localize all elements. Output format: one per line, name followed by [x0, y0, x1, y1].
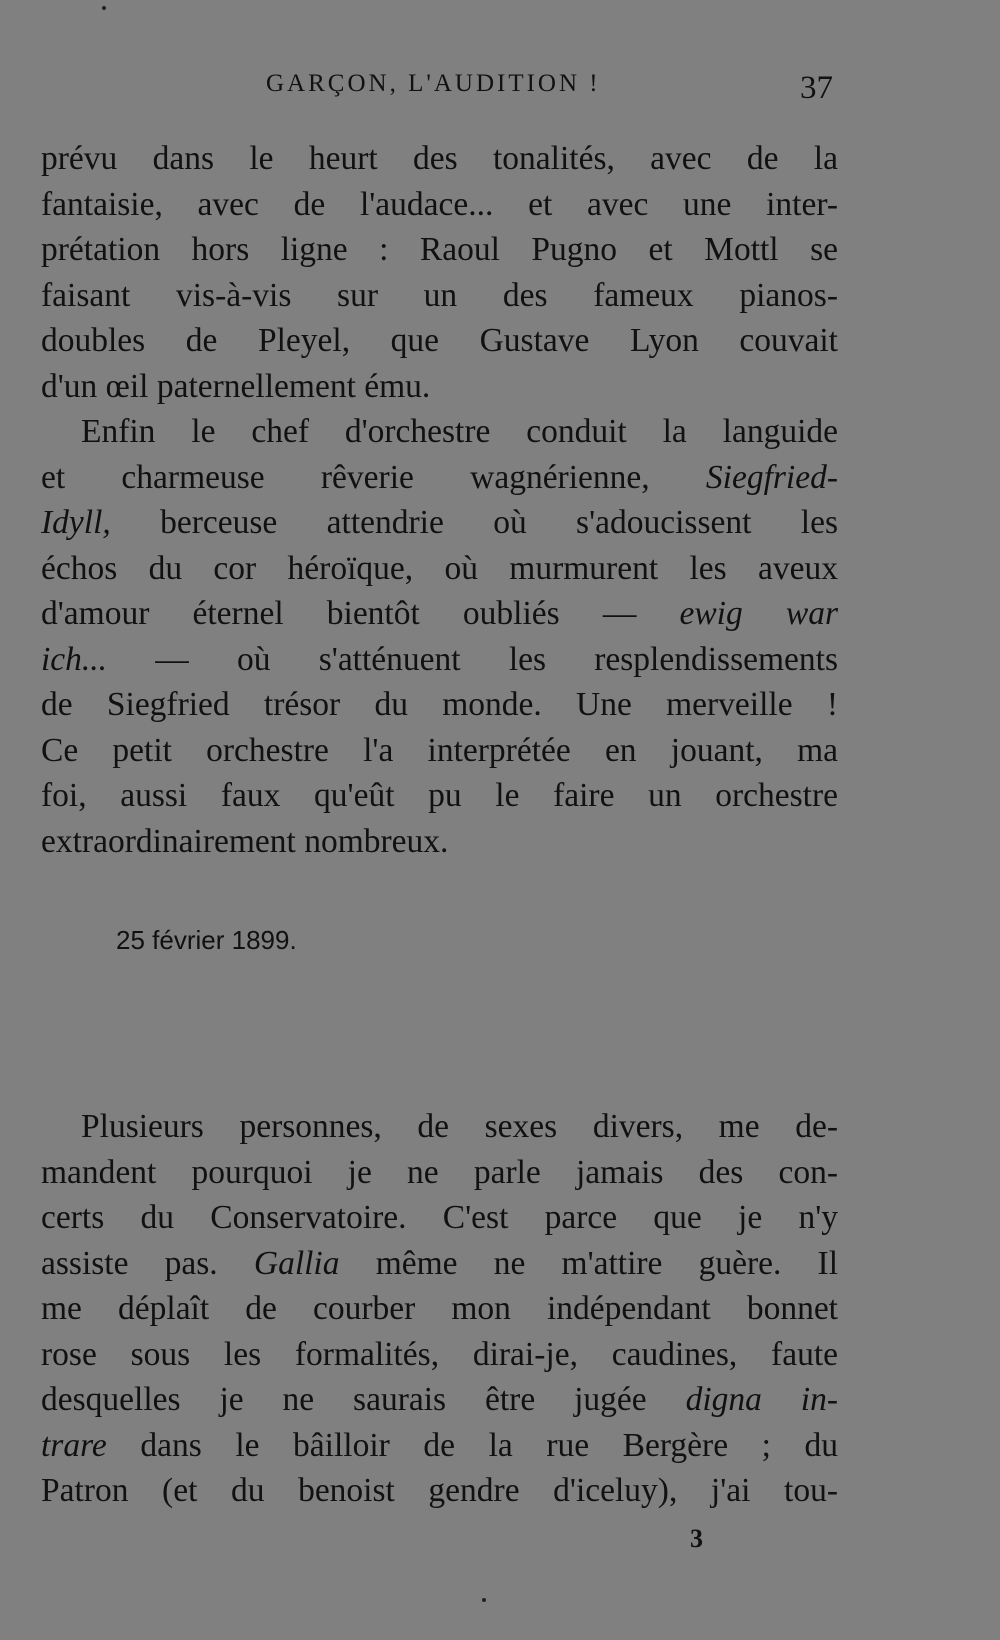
- italic-title: Gallia: [253, 1244, 340, 1282]
- text-line: Plusieurs personnes, de sexes divers, me de-: [81, 1108, 838, 1145]
- text-line: [41, 455, 838, 501]
- paragraph-continuation: [41, 136, 838, 409]
- text-line: doubles de Pleyel, que Gustave Lyon couvait: [41, 322, 838, 359]
- italic-quote: ich...: [41, 640, 108, 678]
- print-speck: [482, 1598, 486, 1602]
- text-line: [41, 1241, 838, 1287]
- italic-quote: ewig war: [679, 595, 839, 632]
- text-block-lower: [41, 1104, 838, 1514]
- printer-signature-mark: 3: [690, 1524, 703, 1553]
- text-line: mandent pourquoi je ne parle jamais des con-: [41, 1153, 838, 1191]
- italic-title: Idyll,: [41, 504, 111, 541]
- text-segment: d'amour éternel bientôt oubliés —: [41, 595, 637, 632]
- text-segment: même ne m'attire guère. Il: [375, 1244, 839, 1282]
- text-line: Patron (et du benoist gendre d'iceluy), j'ai tou-: [41, 1472, 838, 1509]
- text-line: [41, 1423, 838, 1469]
- italic-title: Siegfried-: [705, 458, 838, 496]
- text-segment: berceuse attendrie où s'adoucissent les: [160, 504, 838, 541]
- text-block-upper: [41, 136, 838, 864]
- text-line: rose sous les formalités, dirai-je, caudines, faute: [41, 1335, 838, 1373]
- text-segment: — où s'atténuent les resplendissements: [155, 640, 839, 678]
- text-line: faisant vis-à-vis sur un des fameux pianos-: [41, 276, 838, 314]
- text-segment: desquelles je ne saurais être jugée: [41, 1381, 647, 1418]
- text-line: prévu dans le heurt des tonalités, avec de la: [41, 140, 838, 177]
- running-title: GARÇON, L'AUDITION !: [266, 70, 601, 97]
- text-line: Enfin le chef d'orchestre conduit la languide: [81, 413, 838, 450]
- text-line: me déplaît de courber mon indépendant bonnet: [41, 1290, 838, 1327]
- dateline: 25 février 1899.: [116, 925, 297, 955]
- text-line: d'un œil paternellement ému.: [41, 367, 431, 405]
- italic-latin: trare: [41, 1426, 107, 1464]
- print-speck: [102, 6, 106, 10]
- text-line: prétation hors ligne : Raoul Pugno et Mottl se: [41, 231, 838, 268]
- text-line: [41, 500, 838, 546]
- text-line: extraordinairement nombreux.: [41, 822, 449, 860]
- text-line: Ce petit orchestre l'a interprétée en jouant, ma: [41, 731, 838, 769]
- text-line: [41, 637, 838, 683]
- text-segment: dans le bâilloir de la rue Bergère ; du: [140, 1426, 839, 1464]
- text-line: échos du cor héroïque, où murmurent les aveux: [41, 549, 838, 587]
- italic-latin: digna in-: [685, 1381, 838, 1418]
- text-line: de Siegfried trésor du monde. Une merveille !: [41, 686, 838, 723]
- text-line: certs du Conservatoire. C'est parce que je n'y: [41, 1199, 838, 1236]
- text-line: [41, 591, 838, 637]
- paragraph-siegfried: [41, 409, 838, 864]
- text-line: [41, 1377, 838, 1423]
- page-number: 37: [800, 70, 833, 106]
- text-segment: assiste pas.: [41, 1244, 218, 1282]
- paragraph-conservatoire: [41, 1104, 838, 1514]
- text-line: fantaisie, avec de l'audace... et avec une inter-: [41, 185, 838, 223]
- text-segment: et charmeuse rêverie wagnérienne,: [41, 458, 650, 496]
- text-line: foi, aussi faux qu'eût pu le faire un orchestre: [41, 777, 838, 814]
